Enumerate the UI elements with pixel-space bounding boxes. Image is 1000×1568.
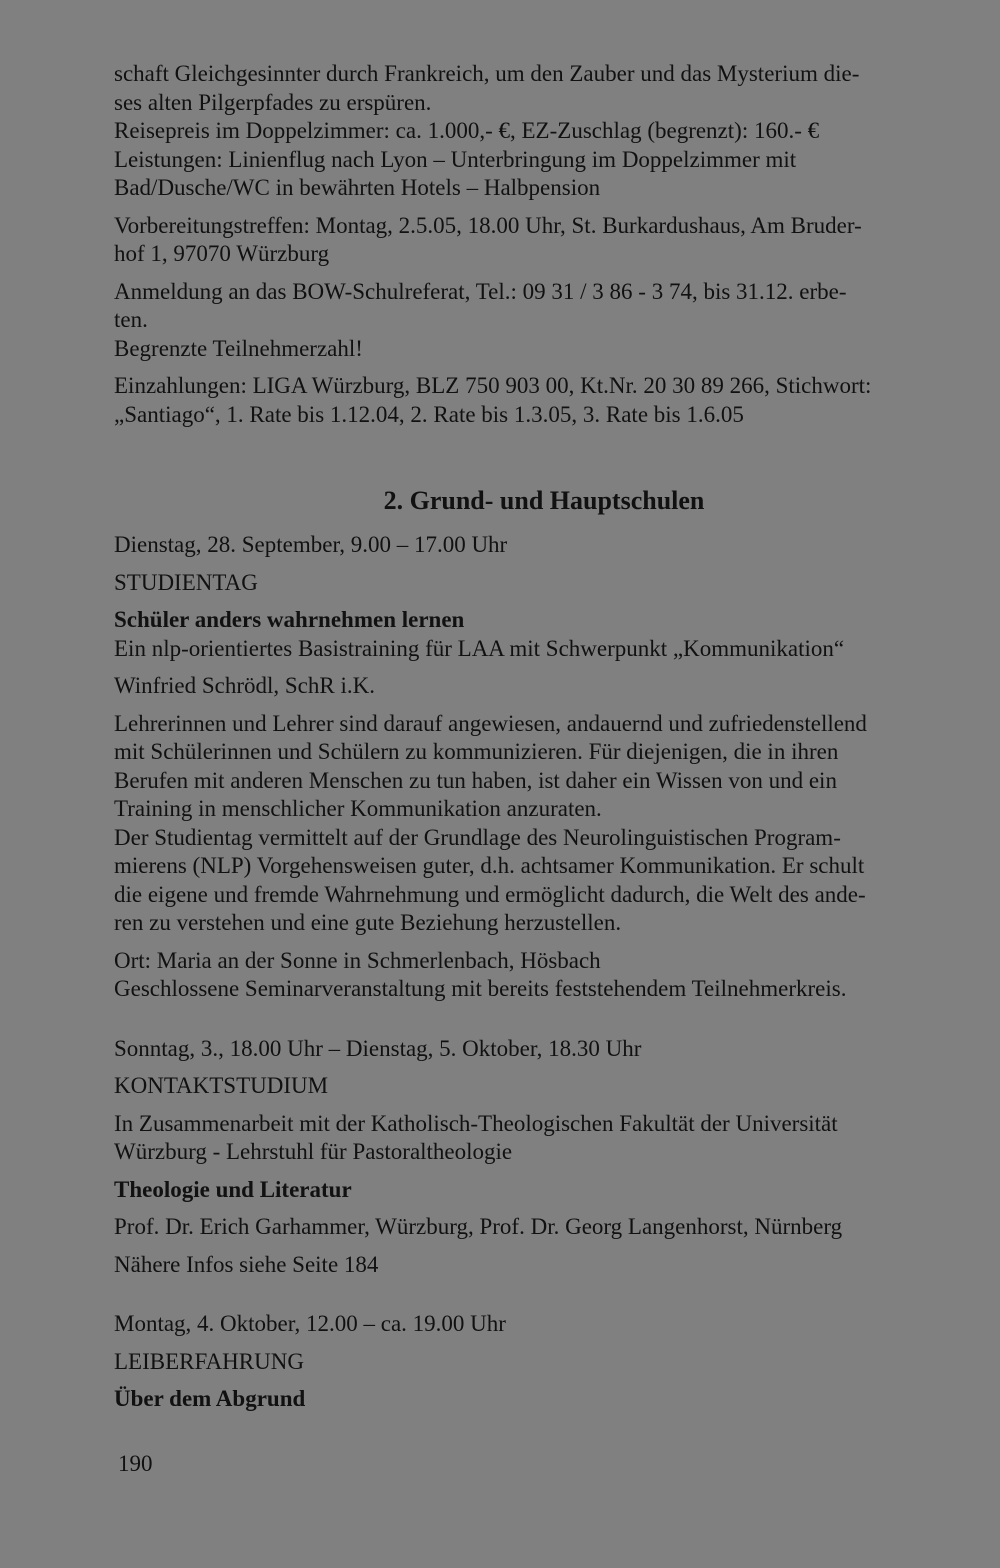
event-title: Schüler anders wahrnehmen lernen	[114, 607, 465, 632]
event-cooperation	[114, 1110, 974, 1167]
text-line: Berufen mit anderen Menschen zu tun haben, ist daher ein Wissen von und ein	[114, 767, 837, 793]
event-date: Dienstag, 28. September, 9.00 – 17.00 Uhr	[114, 532, 508, 557]
registration-info	[114, 278, 974, 364]
event-title: Theologie und Literatur	[114, 1176, 352, 1202]
event-subtitle: Ein nlp-orientiertes Basistraining für LAA mit Schwerpunkt „Kommunikation“	[114, 635, 845, 661]
event-type: LEIBERFAHRUNG	[114, 1348, 304, 1374]
text-line: Vorbereitungstreffen: Montag, 2.5.05, 18.00 Uhr, St. Burkardushaus, Am Bruder-	[114, 212, 862, 238]
trip-details	[114, 60, 974, 203]
text-line: mit Schülerinnen und Schülern zu kommunizieren. Für diejenigen, die in ihren	[114, 739, 839, 764]
text-line: „Santiago“, 1. Rate bis 1.12.04, 2. Rate bis 1.3.05, 3. Rate bis 1.6.05	[114, 401, 744, 427]
event-studientag	[114, 531, 974, 1004]
event-title: Über dem Abgrund	[114, 1386, 306, 1411]
text-line: ten.	[114, 307, 148, 332]
event-type: STUDIENTAG	[114, 569, 258, 595]
text-line: Ort: Maria an der Sonne in Schmerlenbach, Hösbach	[114, 947, 601, 973]
text-line: Einzahlungen: LIGA Würzburg, BLZ 750 903 00, Kt.Nr. 20 30 89 266, Stichwort:	[114, 373, 872, 398]
text-line: schaft Gleichgesinnter durch Frankreich, um den Zauber und das Mysterium die-	[114, 61, 860, 86]
event-description	[114, 710, 974, 938]
services-line: Leistungen: Linienflug nach Lyon – Unterbringung im Doppelzimmer mit	[114, 146, 797, 172]
price-line: Reisepreis im Doppelzimmer: ca. 1.000,- €, EZ-Zuschlag (begrenzt): 160.- €	[114, 118, 820, 143]
event-speaker: Winfried Schrödl, SchR i.K.	[114, 673, 375, 698]
preparation-meeting	[114, 212, 974, 269]
text-line: ren zu verstehen und eine gute Beziehung herzustellen.	[114, 910, 622, 935]
event-location	[114, 947, 974, 1004]
text-line: Training in menschlicher Kommunikation anzuraten.	[114, 796, 602, 821]
event-leiberfahrung	[114, 1310, 974, 1414]
text-line: Würzburg - Lehrstuhl für Pastoraltheologie	[114, 1139, 513, 1164]
text-line: hof 1, 97070 Würzburg	[114, 241, 330, 266]
text-line: Der Studientag vermittelt auf der Grundlage des Neurolinguistischen Program-	[114, 824, 841, 850]
text-line: Anmeldung an das BOW-Schulreferat, Tel.: 09 31 / 3 86 - 3 74, bis 31.12. erbe-	[114, 278, 847, 304]
page-number: 190	[118, 1451, 153, 1476]
text-line: mierens (NLP) Vorgehensweisen guter, d.h. achtsamer Kommunikation. Er schult	[114, 853, 865, 878]
event-date: Sonntag, 3., 18.00 Uhr – Dienstag, 5. Oktober, 18.30 Uhr	[114, 1035, 642, 1061]
text-line: In Zusammenarbeit mit der Katholisch-Theologischen Fakultät der Universität	[114, 1110, 838, 1136]
event-info: Nähere Infos siehe Seite 184	[114, 1251, 379, 1277]
text-line: die eigene und fremde Wahrnehmung und ermöglicht dadurch, die Welt des ande-	[114, 881, 866, 907]
payment-info	[114, 372, 974, 429]
event-speakers: Prof. Dr. Erich Garhammer, Würzburg, Prof. Dr. Georg Langenhorst, Nürnberg	[114, 1214, 843, 1239]
text-line: Lehrerinnen und Lehrer sind darauf angewiesen, andauernd und zufriedenstellend	[114, 710, 867, 736]
text-line: Geschlossene Seminarveranstaltung mit bereits feststehendem Teilnehmerkreis.	[114, 976, 847, 1001]
services-line: Bad/Dusche/WC in bewährten Hotels – Halbpension	[114, 175, 601, 200]
text-line: ses alten Pilgerpfades zu erspüren.	[114, 89, 432, 115]
event-kontaktstudium	[114, 1035, 974, 1280]
event-date: Montag, 4. Oktober, 12.00 – ca. 19.00 Uhr	[114, 1311, 506, 1336]
text-line: Begrenzte Teilnehmerzahl!	[114, 335, 363, 361]
event-type: KONTAKTSTUDIUM	[114, 1073, 329, 1098]
section-heading: 2. Grund- und Hauptschulen	[383, 486, 705, 515]
page-content	[114, 60, 974, 1414]
